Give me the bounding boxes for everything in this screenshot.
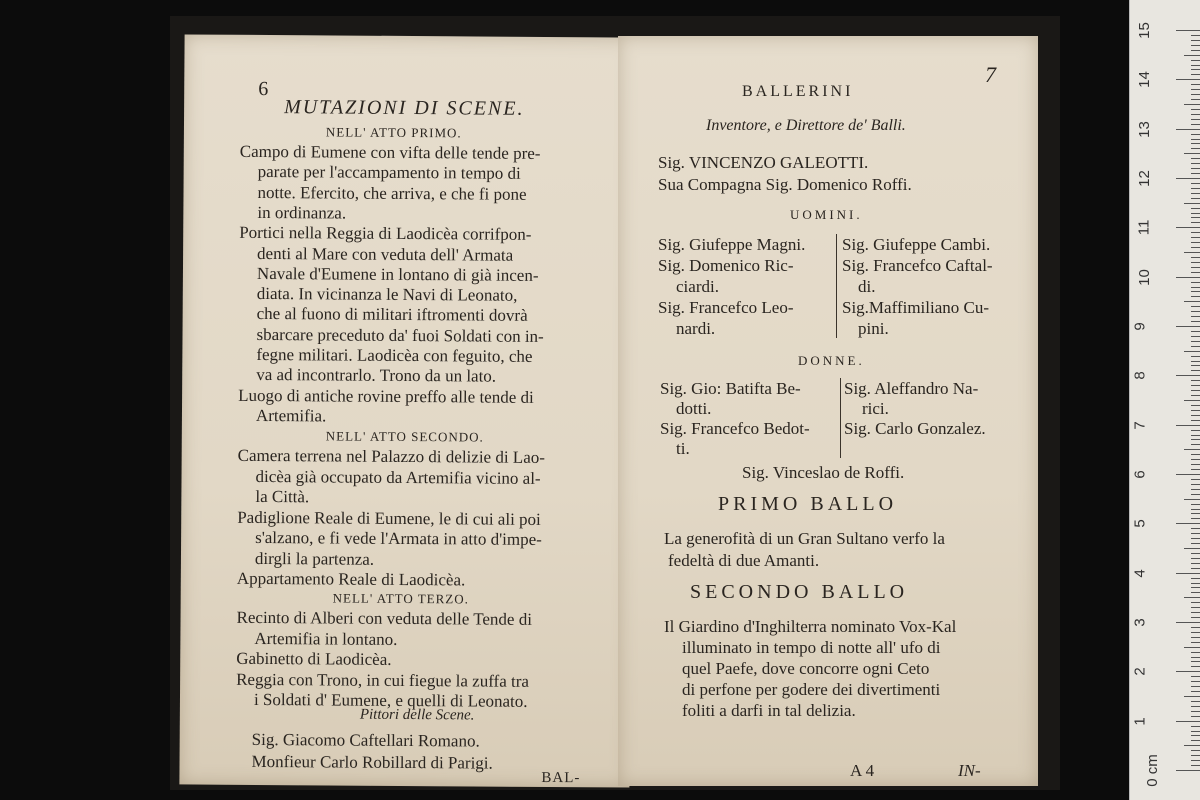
act1-line: parate per l'accampamento in tempo di [257, 162, 521, 184]
ruler-tick [1191, 735, 1200, 736]
ruler-tick [1191, 208, 1200, 209]
painter-2: Monfieur Carlo Robillard di Parigi. [251, 751, 493, 773]
ruler-label: 4 [1131, 568, 1149, 578]
men-heading: UOMINI. [790, 207, 863, 222]
primo-ballo-line-1: La generofità di un Gran Sultano verfo la [664, 529, 945, 548]
ruler-tick [1191, 652, 1200, 653]
ruler-tick [1191, 198, 1200, 199]
ruler-tick [1191, 361, 1200, 362]
act3-line: Recinto di Alberi con veduta delle Tende di [236, 607, 533, 629]
act1-line: Campo di Eumene con vifta delle tende pre- [239, 141, 541, 163]
page-number-left: 6 [258, 77, 269, 101]
ruler-tick [1184, 104, 1200, 105]
act1-line: va ad incontrarlo. Trono da un lato. [256, 365, 497, 386]
ruler-tick [1191, 45, 1200, 46]
men-left-line: nardi. [676, 319, 716, 338]
act3-line: i Soldati d' Eumene, e quelli di Leonato. [253, 689, 528, 711]
ruler-label: 13 [1135, 120, 1153, 138]
ruler-tick [1191, 642, 1200, 643]
director-2: Sua Compagna Sig. Domenico Roffi. [658, 175, 912, 194]
men-left-line: Sig. Giufeppe Magni. [658, 235, 806, 254]
men-right-line: Sig. Francefco Caftal- [842, 256, 993, 275]
act3-line: Reggia con Trono, in cui fiegue la zuffa tra [236, 669, 530, 691]
ruler-tick [1191, 563, 1200, 564]
ruler-tick [1191, 706, 1200, 707]
ruler-tick [1191, 627, 1200, 628]
secondo-ballo-line: quel Paefe, dove concorre ogni Ceto [682, 659, 930, 678]
ruler-tick [1191, 134, 1200, 135]
ruler-label: 5 [1131, 519, 1149, 528]
ruler-tick [1191, 139, 1200, 140]
ruler-tick [1184, 548, 1200, 549]
ruler-tick [1191, 657, 1200, 658]
ruler-tick [1176, 227, 1200, 228]
men-left-line: Sig. Francefco Leo- [658, 298, 794, 317]
ruler-tick [1191, 602, 1200, 603]
ruler-tick [1191, 533, 1200, 534]
ruler-tick [1191, 158, 1200, 159]
women-column-divider [840, 378, 841, 458]
act2-line: la Città. [255, 486, 310, 507]
open-book [170, 16, 1060, 790]
ruler-tick [1176, 671, 1200, 672]
ruler-tick [1191, 114, 1200, 115]
ruler-tick [1191, 99, 1200, 100]
ruler-tick [1191, 691, 1200, 692]
ruler-tick [1191, 257, 1200, 258]
ruler-tick [1191, 607, 1200, 608]
ruler-label: 10 [1135, 268, 1153, 286]
ruler-tick [1191, 336, 1200, 337]
ruler-tick [1191, 346, 1200, 347]
ruler-tick [1191, 380, 1200, 381]
ruler-tick [1191, 435, 1200, 436]
ruler-tick [1191, 726, 1200, 727]
ruler-tick [1191, 504, 1200, 505]
ruler-tick [1191, 321, 1200, 322]
ruler-tick [1191, 578, 1200, 579]
ruler-tick [1191, 760, 1200, 761]
ruler-tick [1176, 178, 1200, 179]
ruler-tick [1191, 237, 1200, 238]
act2-line: s'alzano, e fi vede l'Armata in atto d'impe- [255, 527, 542, 549]
ruler-tick [1191, 390, 1200, 391]
ruler-tick [1191, 40, 1200, 41]
ruler-tick [1191, 479, 1200, 480]
ruler-tick [1184, 745, 1200, 746]
ruler-tick [1191, 217, 1200, 218]
act1-line: sbarcare preceduto da' fuoi Soldati con in- [256, 324, 544, 346]
ruler-tick [1191, 365, 1200, 366]
ruler-tick [1191, 163, 1200, 164]
ruler-tick [1191, 538, 1200, 539]
ruler-tick [1184, 696, 1200, 697]
ruler-tick [1191, 356, 1200, 357]
act3-heading: NELL' ATTO TERZO. [332, 590, 469, 607]
ruler-tick [1191, 494, 1200, 495]
ruler-tick [1191, 183, 1200, 184]
ruler-tick [1191, 148, 1200, 149]
ruler-tick [1191, 94, 1200, 95]
ballerini-title: BALLERINI [742, 83, 854, 100]
ruler-tick [1191, 341, 1200, 342]
ruler-tick [1191, 666, 1200, 667]
measurement-ruler [1129, 0, 1200, 800]
ruler-tick [1191, 489, 1200, 490]
ruler-tick [1191, 124, 1200, 125]
ruler-label: 11 [1135, 220, 1153, 236]
catchword-right: IN- [958, 761, 981, 780]
ruler-tick [1191, 711, 1200, 712]
secondo-ballo-heading: SECONDO BALLO [690, 581, 909, 603]
ruler-tick [1176, 425, 1200, 426]
ruler-label: 12 [1135, 170, 1153, 187]
ruler-tick [1176, 375, 1200, 376]
act1-line: Artemifia. [255, 405, 327, 426]
women-left-line: Sig. Gio: Batifta Be- [660, 379, 801, 398]
ruler-tick [1184, 252, 1200, 253]
ruler-tick [1191, 370, 1200, 371]
ruler-tick [1191, 553, 1200, 554]
ruler-tick [1191, 188, 1200, 189]
ruler-tick [1191, 232, 1200, 233]
act1-line: diata. In vicinanza le Navi di Leonato, [256, 284, 518, 305]
ruler-tick [1191, 454, 1200, 455]
women-heading: DONNE. [798, 353, 865, 368]
ruler-tick [1191, 168, 1200, 169]
ruler-tick [1191, 612, 1200, 613]
ruler-tick [1191, 213, 1200, 214]
ruler-tick [1191, 484, 1200, 485]
ruler-tick [1191, 701, 1200, 702]
women-left-line: Sig. Francefco Bedot- [660, 419, 810, 438]
ruler-tick [1191, 583, 1200, 584]
ruler-tick [1184, 647, 1200, 648]
secondo-ballo-line: Il Giardino d'Inghilterra nominato Vox-Kal [664, 617, 957, 636]
ruler-tick [1191, 509, 1200, 510]
act3-line: Gabinetto di Laodicèa. [236, 648, 392, 669]
ruler-tick [1191, 306, 1200, 307]
ruler-tick [1191, 592, 1200, 593]
men-right-line: pini. [858, 319, 889, 338]
ruler-tick [1191, 267, 1200, 268]
ruler-tick [1176, 277, 1200, 278]
ruler-tick [1184, 301, 1200, 302]
painter-1: Sig. Giacomo Caftellari Romano. [251, 729, 480, 751]
ruler-tick [1176, 79, 1200, 80]
ruler-tick [1191, 119, 1200, 120]
act2-line: Appartamento Reale di Laodicèa. [236, 568, 466, 590]
ruler-tick [1191, 385, 1200, 386]
ruler-tick [1184, 351, 1200, 352]
ruler-tick [1176, 326, 1200, 327]
women-right-line: Sig. Aleffandro Na- [844, 379, 979, 398]
ruler-tick [1191, 331, 1200, 332]
ruler-tick [1176, 129, 1200, 130]
secondo-ballo-line: illuminato in tempo di notte all' ufo di [682, 638, 941, 657]
ruler-tick [1191, 568, 1200, 569]
ruler-tick [1191, 661, 1200, 662]
catchword-left: BAL- [541, 769, 581, 787]
page-title-left: MUTAZIONI DI SCENE. [284, 96, 525, 120]
ruler-tick [1191, 617, 1200, 618]
ruler-label: 8 [1131, 371, 1149, 380]
men-right-line: Sig.Maffimiliano Cu- [842, 298, 990, 317]
women-left-line: ti. [676, 439, 690, 458]
women-right-line: rici. [862, 399, 889, 418]
ruler-tick [1191, 420, 1200, 421]
ruler-label: 0 cm [1143, 754, 1161, 787]
ruler-tick [1184, 449, 1200, 450]
ballerini-subtitle: Inventore, e Direttore de' Balli. [706, 117, 906, 134]
ruler-tick [1184, 400, 1200, 401]
ruler-tick [1191, 50, 1200, 51]
ruler-label: 2 [1131, 667, 1149, 676]
men-left-line: Sig. Domenico Ric- [658, 256, 794, 275]
ruler-tick [1191, 637, 1200, 638]
ruler-tick [1191, 716, 1200, 717]
ruler-tick [1176, 721, 1200, 722]
ruler-label: 14 [1135, 71, 1153, 89]
ruler-tick [1191, 444, 1200, 445]
ruler-tick [1184, 499, 1200, 500]
ruler-tick [1191, 587, 1200, 588]
primo-ballo-heading: PRIMO BALLO [718, 493, 898, 515]
ruler-tick [1191, 296, 1200, 297]
ruler-tick [1191, 35, 1200, 36]
act1-line: che al fuono di militari iftromenti dovrà [256, 304, 528, 326]
signature-mark: A 4 [850, 761, 875, 780]
ruler-tick [1191, 740, 1200, 741]
extra-dancer: Sig. Vinceslao de Roffi. [742, 463, 905, 482]
act2-line: dirgli la partenza. [254, 548, 375, 569]
act1-line: Portici nella Reggia di Laodicèa corrifpon- [239, 223, 532, 245]
women-left-line: dotti. [676, 399, 712, 418]
act2-line: dicèa già occupato da Artemifia vicino al- [255, 466, 541, 488]
ruler-tick [1191, 109, 1200, 110]
ruler-tick [1191, 755, 1200, 756]
ruler-label: 6 [1131, 470, 1149, 479]
ruler-tick [1191, 459, 1200, 460]
ruler-tick [1191, 74, 1200, 75]
act1-heading: NELL' ATTO PRIMO. [325, 124, 462, 141]
ruler-tick [1176, 622, 1200, 623]
ruler-tick [1191, 464, 1200, 465]
ruler-tick [1176, 573, 1200, 574]
ruler-tick [1191, 469, 1200, 470]
primo-ballo-line-2: fedeltà di due Amanti. [668, 551, 820, 570]
ruler-tick [1191, 222, 1200, 223]
act1-line: Navale d'Eumene in lontano di già incen- [256, 263, 539, 285]
ruler-tick [1191, 528, 1200, 529]
ruler-tick [1191, 287, 1200, 288]
ruler-tick [1176, 474, 1200, 475]
ruler-label: 3 [1131, 618, 1149, 627]
ruler-tick [1191, 65, 1200, 66]
ruler-label: 15 [1135, 22, 1153, 39]
ruler-tick [1191, 84, 1200, 85]
ruler-tick [1191, 439, 1200, 440]
ruler-tick [1191, 69, 1200, 70]
ruler-tick [1191, 543, 1200, 544]
ruler-tick [1191, 676, 1200, 677]
ruler-tick [1176, 770, 1200, 771]
ruler-tick [1191, 282, 1200, 283]
ruler-tick [1176, 30, 1200, 31]
right-page [618, 36, 1038, 786]
ruler-tick [1191, 513, 1200, 514]
ruler-label: 9 [1131, 322, 1149, 331]
act1-line: Luogo di antiche rovine preffo alle tende di [238, 385, 534, 407]
left-page [179, 34, 634, 787]
painters-heading: Pittori delle Scene. [359, 706, 475, 724]
ruler-tick [1184, 203, 1200, 204]
ruler-tick [1191, 316, 1200, 317]
ruler-tick [1191, 430, 1200, 431]
act2-line: Padiglione Reale di Eumene, le di cui ali poi [237, 507, 541, 529]
ruler-tick [1191, 686, 1200, 687]
ruler-tick [1191, 272, 1200, 273]
act1-line: notte. Efercito, che arriva, e che fi pone [257, 182, 527, 204]
ruler-label: 7 [1131, 420, 1149, 430]
act1-line: in ordinanza. [257, 202, 347, 223]
ruler-tick [1191, 410, 1200, 411]
ruler-tick [1191, 750, 1200, 751]
men-right-line: di. [858, 277, 876, 296]
ruler-tick [1191, 681, 1200, 682]
act2-line: Camera terrena nel Palazzo di delizie di Lao- [237, 445, 546, 467]
ruler-tick [1191, 173, 1200, 174]
men-column-divider [836, 234, 837, 338]
men-left-line: ciardi. [676, 277, 719, 296]
women-right-line: Sig. Carlo Gonzalez. [844, 419, 986, 438]
act2-heading: NELL' ATTO SECONDO. [325, 428, 484, 445]
ruler-tick [1184, 597, 1200, 598]
ruler-tick [1191, 311, 1200, 312]
director-1: Sig. VINCENZO GALEOTTI. [658, 153, 869, 172]
ruler-tick [1176, 523, 1200, 524]
ruler-tick [1191, 765, 1200, 766]
ruler-tick [1184, 153, 1200, 154]
page-number-right: 7 [985, 62, 996, 87]
ruler-tick [1191, 731, 1200, 732]
ruler-tick [1184, 55, 1200, 56]
ruler-tick [1191, 558, 1200, 559]
ruler-tick [1191, 632, 1200, 633]
ruler-tick [1191, 262, 1200, 263]
ruler-tick [1191, 518, 1200, 519]
ruler-tick [1191, 395, 1200, 396]
ruler-tick [1191, 143, 1200, 144]
ruler-tick [1191, 405, 1200, 406]
ruler-label: 1 [1131, 716, 1149, 726]
secondo-ballo-line: di perfone per godere dei divertimenti [682, 680, 941, 699]
act1-line: fegne militari. Laodicèa con feguito, che [256, 344, 533, 366]
ruler-tick [1191, 247, 1200, 248]
act3-line: Artemifia in lontano. [254, 628, 398, 649]
ruler-tick [1191, 89, 1200, 90]
secondo-ballo-line: foliti a darfi in tal delizia. [682, 701, 856, 720]
ruler-tick [1191, 60, 1200, 61]
ruler-tick [1191, 415, 1200, 416]
act1-line: denti al Mare con veduta dell' Armata [257, 243, 514, 265]
men-right-line: Sig. Giufeppe Cambi. [842, 235, 991, 254]
ruler-tick [1191, 242, 1200, 243]
ruler-tick [1191, 291, 1200, 292]
ruler-tick [1191, 193, 1200, 194]
